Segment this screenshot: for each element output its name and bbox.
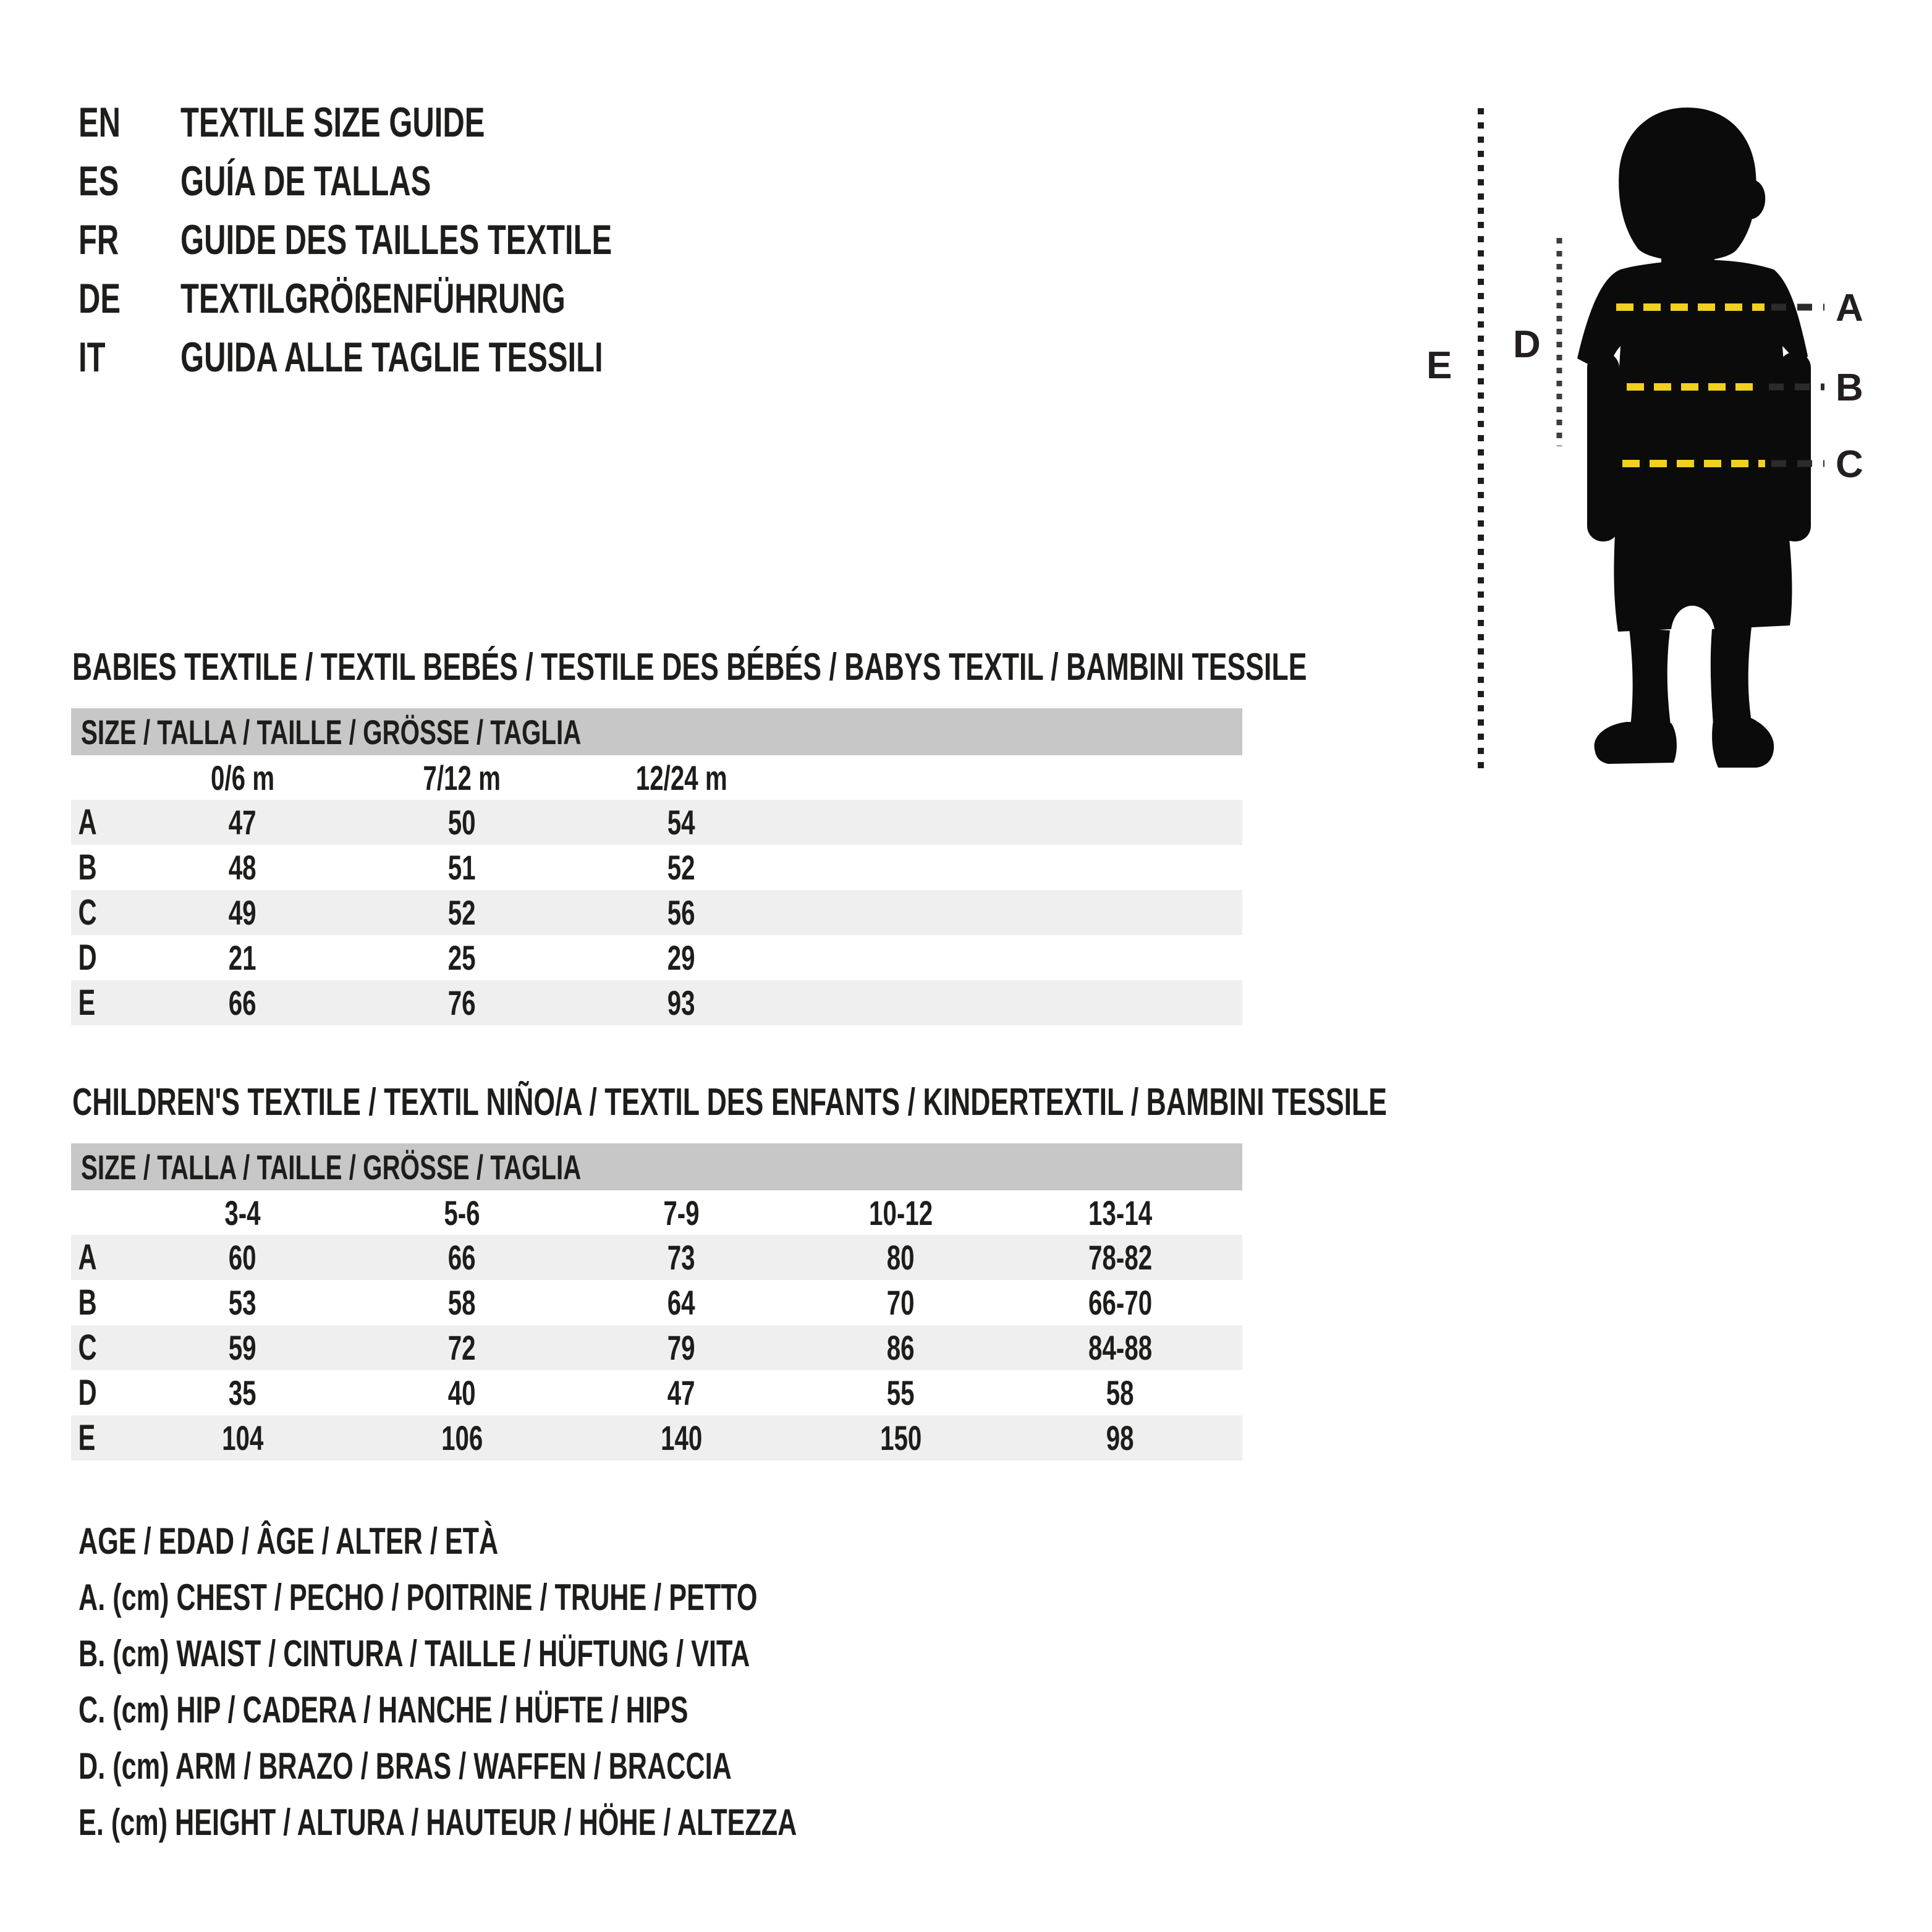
babies-section-heading	[72, 646, 1307, 688]
table-row	[71, 1280, 1242, 1325]
table-row	[71, 845, 1242, 890]
column-header: 7/12 m	[423, 758, 501, 797]
guide-title: GUIDA ALLE TAGLIE TESSILI	[180, 333, 603, 381]
table-row	[71, 1370, 1242, 1415]
language-code: DE	[78, 274, 121, 322]
silhouette-left-shoe	[1595, 722, 1677, 764]
size-value: 60	[229, 1238, 256, 1277]
silhouette-left-arm	[1587, 352, 1619, 541]
row-label: B	[78, 1282, 97, 1323]
guide-title: TEXTILE SIZE GUIDE	[180, 98, 485, 146]
guide-title: GUÍA DE TALLAS	[180, 157, 431, 205]
size-value: 21	[229, 938, 256, 977]
size-value: 53	[229, 1283, 256, 1322]
figure-label-a: A	[1836, 287, 1863, 329]
legend-waist-row: B. (cm) WAIST / CINTURA / TAILLE / HÜFTUNG / VITA	[78, 1633, 750, 1674]
children-table-rows	[71, 1235, 1242, 1460]
column-header: 5-6	[444, 1193, 480, 1232]
children-heading-text: CHILDREN'S TEXTILE / TEXTIL NIÑO/A / TEXTIL DES ENFANTS / KINDERTEXTIL / BAMBINI TESSILE	[72, 1081, 1388, 1124]
size-value: 79	[667, 1328, 695, 1367]
row-label: A	[78, 1237, 97, 1277]
size-value: 35	[229, 1373, 256, 1412]
size-value: 106	[441, 1418, 483, 1457]
size-value: 29	[667, 938, 695, 977]
children-column-headers	[71, 1190, 1245, 1235]
silhouette-right-shoe	[1712, 718, 1774, 768]
table-row	[71, 1415, 1242, 1460]
language-code: IT	[78, 333, 106, 381]
legend-height-row: E. (cm) HEIGHT / ALTURA / HAUTEUR / HÖHE / ALTEZZA	[78, 1802, 797, 1843]
babies-size-header-bar	[71, 708, 1242, 755]
babies-heading-text: BABIES TEXTILE / TEXTIL BEBÉS / TESTILE DES BÉBÉS / BABYS TEXTIL / BAMBINI TESSILE	[72, 646, 1307, 688]
size-value: 86	[887, 1328, 915, 1367]
size-value: 72	[448, 1328, 476, 1367]
size-value: 58	[1106, 1373, 1134, 1412]
babies-table-rows	[71, 800, 1242, 1025]
size-value: 58	[448, 1283, 476, 1322]
column-header: 12/24 m	[635, 758, 727, 797]
size-value: 64	[667, 1283, 695, 1322]
size-value: 84-88	[1088, 1328, 1153, 1367]
silhouette-right-arm	[1779, 352, 1811, 541]
size-value: 25	[448, 938, 476, 977]
row-label: E	[78, 983, 96, 1023]
table-row	[71, 1235, 1242, 1280]
size-value: 70	[887, 1283, 915, 1322]
size-value: 40	[448, 1373, 476, 1412]
legend-age-row: AGE / EDAD / ÂGE / ALTER / ETÀ	[78, 1520, 499, 1562]
size-value: 66	[229, 983, 256, 1022]
figure-label-e: E	[1426, 344, 1452, 387]
size-value: 51	[448, 848, 476, 887]
guide-title: TEXTILGRÖßENFÜHRUNG	[180, 274, 566, 322]
size-value: 73	[667, 1238, 695, 1277]
row-label: D	[78, 1373, 97, 1413]
size-header-text: SIZE / TALLA / TAILLE / GRÖSSE / TAGLIA	[81, 1147, 582, 1187]
children-size-section	[71, 1081, 1388, 1460]
size-value: 52	[667, 848, 695, 887]
silhouette-ear	[1747, 179, 1765, 219]
size-value: 76	[448, 983, 476, 1022]
child-silhouette-icon	[1577, 108, 1811, 768]
column-header: 10-12	[868, 1193, 933, 1232]
size-value: 56	[667, 893, 695, 932]
column-header: 13-14	[1088, 1193, 1153, 1232]
row-label: C	[78, 892, 97, 933]
table-row	[71, 800, 1242, 845]
babies-size-section	[71, 646, 1307, 1025]
language-row-en	[78, 93, 780, 151]
size-value: 98	[1106, 1418, 1134, 1457]
size-value: 78-82	[1088, 1238, 1153, 1277]
column-header: 3-4	[224, 1193, 261, 1232]
row-label: D	[78, 938, 97, 978]
table-row	[71, 890, 1242, 935]
size-value: 49	[229, 893, 256, 932]
silhouette-left-leg	[1629, 628, 1671, 729]
figure-label-c: C	[1836, 443, 1863, 486]
language-row-es	[78, 151, 780, 210]
row-label: E	[78, 1418, 96, 1458]
measurement-legend	[78, 1513, 1076, 1850]
size-value: 48	[229, 848, 256, 887]
size-value: 47	[667, 1373, 695, 1412]
language-code: FR	[78, 216, 119, 263]
language-title-list	[78, 93, 780, 386]
table-row	[71, 980, 1242, 1025]
size-value: 104	[221, 1418, 264, 1457]
size-value: 50	[448, 803, 476, 842]
size-value: 59	[229, 1328, 256, 1367]
size-value: 150	[879, 1418, 922, 1457]
children-size-header-bar	[71, 1143, 1242, 1190]
size-value: 52	[448, 893, 476, 932]
table-row	[71, 1325, 1242, 1370]
legend-arm-row: D. (cm) ARM / BRAZO / BRAS / WAFFEN / BRACCIA	[78, 1745, 732, 1787]
silhouette-shorts	[1614, 522, 1792, 632]
size-value: 66-70	[1088, 1283, 1153, 1322]
guide-title: GUIDE DES TAILLES TEXTILE	[180, 216, 612, 263]
row-label: B	[78, 847, 97, 888]
column-header: 7-9	[663, 1193, 700, 1232]
size-value: 80	[887, 1238, 915, 1277]
row-label: A	[78, 802, 97, 842]
child-measurement-figure	[1409, 87, 1932, 803]
legend-hip-row: C. (cm) HIP / CADERA / HANCHE / HÜFTE / HIPS	[78, 1689, 688, 1731]
language-row-de	[78, 269, 780, 328]
size-value: 47	[229, 803, 256, 842]
language-row-it	[78, 328, 780, 386]
legend-chest-row: A. (cm) CHEST / PECHO / POITRINE / TRUHE / PETTO	[78, 1577, 758, 1618]
size-value: 66	[448, 1238, 476, 1277]
column-header: 0/6 m	[210, 758, 275, 797]
size-value: 55	[887, 1373, 915, 1412]
size-value: 140	[660, 1418, 703, 1457]
table-row	[71, 935, 1242, 980]
row-label: C	[78, 1328, 97, 1368]
silhouette-right-leg	[1711, 627, 1752, 724]
children-section-heading	[72, 1081, 1388, 1124]
size-value: 54	[667, 803, 695, 842]
size-value: 93	[667, 983, 695, 1022]
babies-column-headers	[71, 755, 1245, 800]
language-code: EN	[78, 98, 121, 146]
figure-label-d: D	[1513, 323, 1541, 366]
figure-label-b: B	[1836, 366, 1863, 409]
language-code: ES	[78, 157, 119, 205]
language-row-fr	[78, 210, 780, 269]
size-header-text: SIZE / TALLA / TAILLE / GRÖSSE / TAGLIA	[81, 712, 582, 752]
